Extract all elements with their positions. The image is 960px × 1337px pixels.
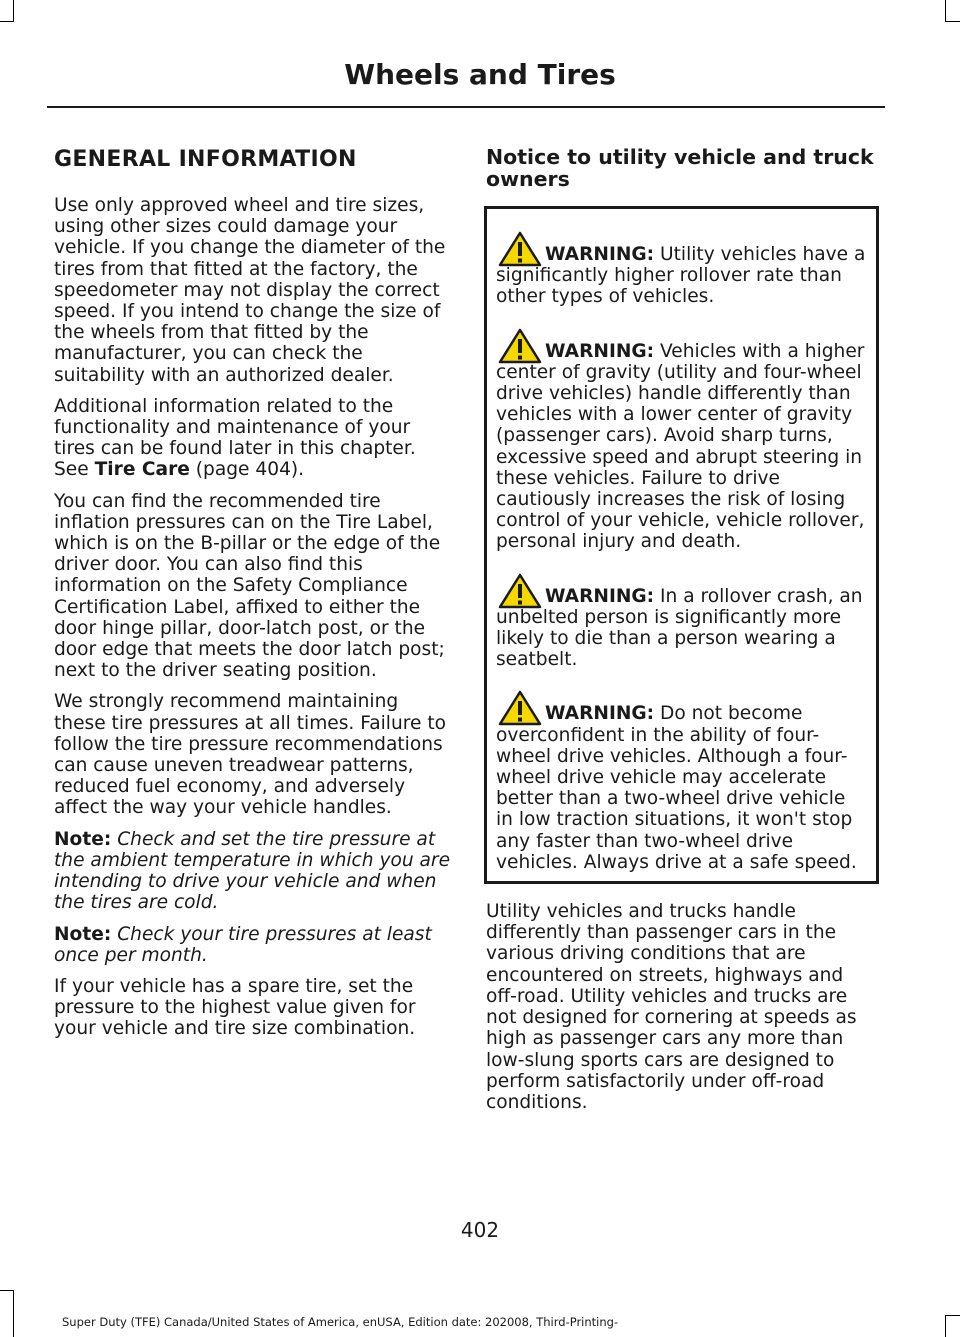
warning-text: Do not become overconfident in the ability of four-wheel drive vehicles. Although a four-wheel drive vehicle may accelerate better than a two-wheel drive vehicle in low traction situations, it won't stop any faster than two-wheel drive vehicles. Always drive at a safe speed. <box>496 703 857 873</box>
page-reference: (page 404). <box>189 459 305 481</box>
note-text: Check your tire pressures at least once per month. <box>54 923 432 966</box>
section-heading-utility-vehicle-notice: Notice to utility vehicle and truck owners <box>486 145 874 191</box>
warning-label: WARNING: <box>545 244 655 265</box>
paragraph <box>54 396 453 481</box>
crop-mark <box>0 1290 14 1291</box>
warning-text: Utility vehicles have a significantly higher rollover rate than other types of vehicles. <box>496 244 866 308</box>
warning-triangle-icon <box>498 573 542 609</box>
warning-item <box>496 569 868 671</box>
note-label: Note: <box>54 828 112 850</box>
note <box>54 924 453 966</box>
paragraph: You can find the recommended tire inflation pressures can on the Tire Label, which is on the B-pillar or the edge of the driver door. You can also find this information on the Safety Compliance Certification Label, affixed to either the door hinge pillar, door-latch post, or the door edge that meets the door latch post; next to the driver seating position. <box>54 490 445 682</box>
section-heading-general-information: GENERAL INFORMATION <box>54 147 357 172</box>
paragraph: Utility vehicles and trucks handle differently than passenger cars in the various driving conditions that are encountered on streets, highways and off-road. Utility vehicles and trucks are not designed for cornering at speeds as high as passenger cars any more than low-slung sports cars are designed to perform satisfactorily under off-road conditions. <box>486 901 857 1113</box>
left-column <box>54 146 453 1050</box>
warning-label: WARNING: <box>545 703 655 725</box>
crop-mark <box>945 0 946 22</box>
warning-text: Vehicles with a higher center of gravity (utility and four-wheel drive vehicles) handle differently than vehicles with a lower center of gravity (passenger cars). Avoid sharp turns, excessive speed and abrupt steering in these vehicles. Failure to drive cautiously increases the risk of losing control of your vehicle, vehicle rollover, personal injury and death. <box>496 340 865 553</box>
note <box>54 829 453 914</box>
page-title: Wheels and Tires <box>344 58 616 91</box>
warning-triangle-icon <box>498 231 542 267</box>
warning-text: In a rollover crash, an unbelted person is significantly more likely to die than a person wearing a seatbelt. <box>496 585 863 671</box>
warning-item <box>496 686 868 873</box>
page-number: 402 <box>460 1218 500 1242</box>
tire-care-link[interactable]: Tire Care <box>94 459 190 481</box>
crop-mark <box>13 1290 14 1337</box>
warning-triangle-icon <box>498 690 542 726</box>
footer-edition-info: Super Duty (TFE) Canada/United States of America, enUSA, Edition date: 202008, Third-Printing- <box>62 1315 619 1329</box>
crop-mark <box>945 1315 946 1337</box>
crop-mark <box>13 0 14 22</box>
warning-item <box>496 324 868 553</box>
crop-mark <box>0 21 14 22</box>
paragraph: We strongly recommend maintaining these tire pressures at all times. Failure to follow the tire pressure recommendations can cause uneven treadwear patterns, reduced fuel economy, and adversely affect the way your vehicle handles. <box>54 691 447 819</box>
paragraph-text: Additional information related to the functionality and maintenance of your tires can be found later in this chapter. See <box>54 395 416 481</box>
header-divider <box>47 106 885 108</box>
warning-item <box>496 227 868 308</box>
warning-triangle-icon <box>498 328 542 364</box>
warning-label: WARNING: <box>545 340 655 362</box>
paragraph: If your vehicle has a spare tire, set the pressure to the highest value given for your vehicle and tire size combination. <box>54 975 416 1040</box>
warning-label: WARNING: <box>545 585 655 607</box>
note-text: Check and set the tire pressure at the ambient temperature in which you are intending to drive your vehicle and when the tires are cold. <box>54 828 451 914</box>
crop-mark <box>946 21 960 22</box>
crop-mark <box>946 1315 960 1316</box>
right-column <box>486 146 878 1123</box>
note-label: Note: <box>54 923 112 945</box>
paragraph: Use only approved wheel and tire sizes, using other sizes could damage your vehicle. If you change the diameter of the tires from that fitted at the factory, the speedometer may not display the correct speed. If you intend to change the size of the wheels from that fitted by the manufacturer, you can check the suitability with an authorized dealer. <box>54 195 446 386</box>
warning-box <box>484 206 879 884</box>
